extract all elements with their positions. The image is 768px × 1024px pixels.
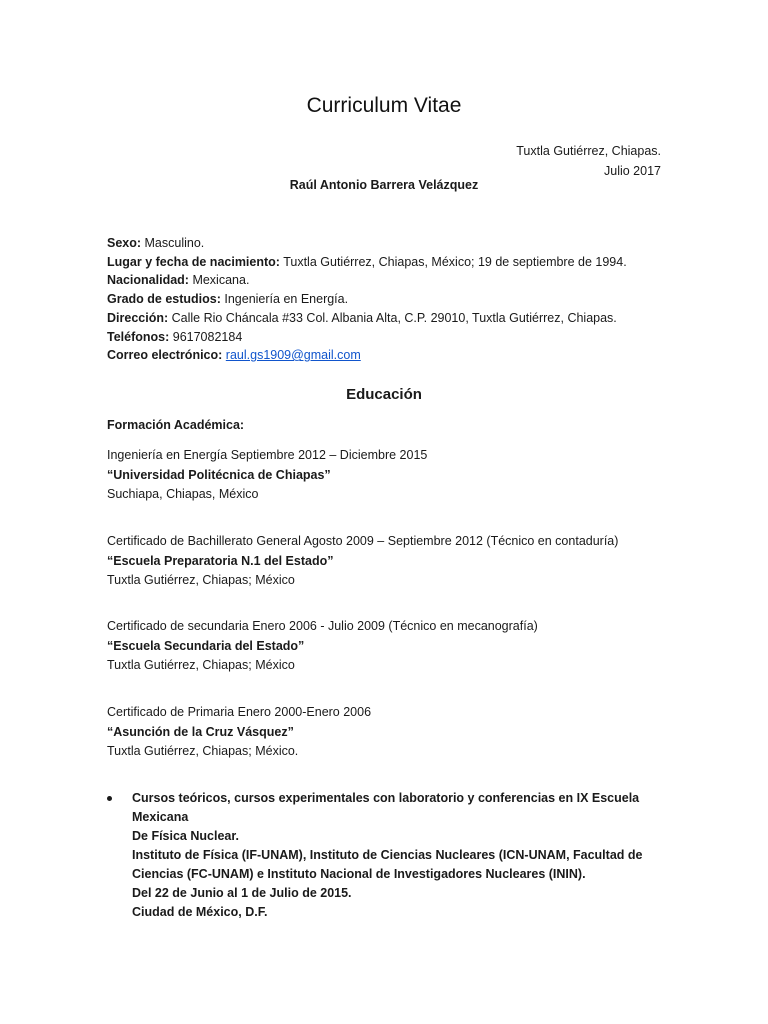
place-date-block	[516, 141, 661, 181]
sex-label: Sexo:	[107, 236, 142, 250]
education-location: Suchiapa, Chiapas, México	[107, 487, 259, 501]
nationality-value: Mexicana.	[188, 273, 250, 288]
address-label: Dirección:	[107, 310, 169, 325]
date-text: Julio 2017	[604, 164, 661, 178]
birth-label: Lugar y fecha de nacimiento:	[107, 254, 280, 269]
bullet-icon	[107, 796, 112, 801]
education-location: Tuxtla Gutiérrez, Chiapas; México.	[107, 744, 299, 758]
education-entry	[107, 703, 371, 762]
phone-value: 9617082184	[169, 329, 243, 344]
address-row	[107, 309, 627, 328]
course-item	[107, 789, 667, 922]
education-entry	[107, 532, 618, 591]
course-line: De Física Nuclear.	[132, 829, 240, 843]
email-label: Correo electrónico:	[107, 348, 223, 363]
place-text: Tuxtla Gutiérrez, Chiapas.	[516, 144, 661, 158]
education-degree: Certificado de Bachillerato General Agosto 2009 – Septiembre 2012 (Técnico en contaduría)	[107, 534, 619, 548]
education-institution: “Escuela Preparatoria N.1 del Estado”	[107, 553, 334, 568]
email-row	[107, 346, 627, 365]
course-line: Ciencias (FC-UNAM) e Instituto Nacional de Investigadores Nucleares (ININ).	[132, 867, 586, 881]
course-line: Ciudad de México, D.F.	[132, 905, 268, 919]
education-degree: Ingeniería en Energía Septiembre 2012 – Diciembre 2015	[107, 448, 428, 462]
degree-row	[107, 290, 627, 309]
sex-row	[107, 234, 627, 253]
birth-value: Tuxtla Gutiérrez, Chiapas, México; 19 de septiembre de 1994.	[279, 254, 627, 269]
academic-subheading: Formación Académica:	[107, 418, 245, 432]
education-institution: “Escuela Secundaria del Estado”	[107, 638, 305, 653]
course-line: Del 22 de Junio al 1 de Julio de 2015.	[132, 886, 352, 900]
course-line: Cursos teóricos, cursos experimentales con laboratorio y conferencias en IX Escuela Mexicana	[132, 791, 640, 824]
degree-label: Grado de estudios:	[107, 292, 221, 307]
education-institution: “Universidad Politécnica de Chiapas”	[107, 467, 331, 482]
education-degree: Certificado de secundaria Enero 2006 - Julio 2009 (Técnico en mecanografía)	[107, 619, 538, 633]
education-location: Tuxtla Gutiérrez, Chiapas; México	[107, 658, 295, 672]
education-entry	[107, 617, 538, 676]
birth-row	[107, 253, 627, 272]
document-title: Curriculum Vitae	[306, 94, 462, 117]
degree-value: Ingeniería en Energía.	[220, 292, 349, 307]
address-value: Calle Rio Cháncala #33 Col. Albania Alta, C.P. 29010, Tuxtla Gutiérrez, Chiapas.	[168, 310, 617, 325]
courses-list	[107, 789, 667, 922]
nationality-label: Nacionalidad:	[107, 273, 189, 288]
education-heading: Educación	[346, 386, 422, 403]
education-location: Tuxtla Gutiérrez, Chiapas; México	[107, 573, 295, 587]
sex-value: Masculino.	[141, 236, 205, 250]
education-institution: “Asunción de la Cruz Vásquez”	[107, 724, 294, 739]
personal-info	[107, 234, 627, 365]
nationality-row	[107, 271, 627, 290]
education-degree: Certificado de Primaria Enero 2000-Enero 2006	[107, 705, 372, 719]
applicant-name: Raúl Antonio Barrera Velázquez	[289, 178, 479, 192]
phone-label: Teléfonos:	[107, 329, 170, 344]
email-link[interactable]: raul.gs1909@gmail.com	[225, 348, 361, 363]
course-line: Instituto de Física (IF-UNAM), Instituto de Ciencias Nucleares (ICN-UNAM, Facultad de	[132, 848, 643, 862]
phone-row	[107, 328, 627, 347]
education-entry	[107, 446, 427, 505]
